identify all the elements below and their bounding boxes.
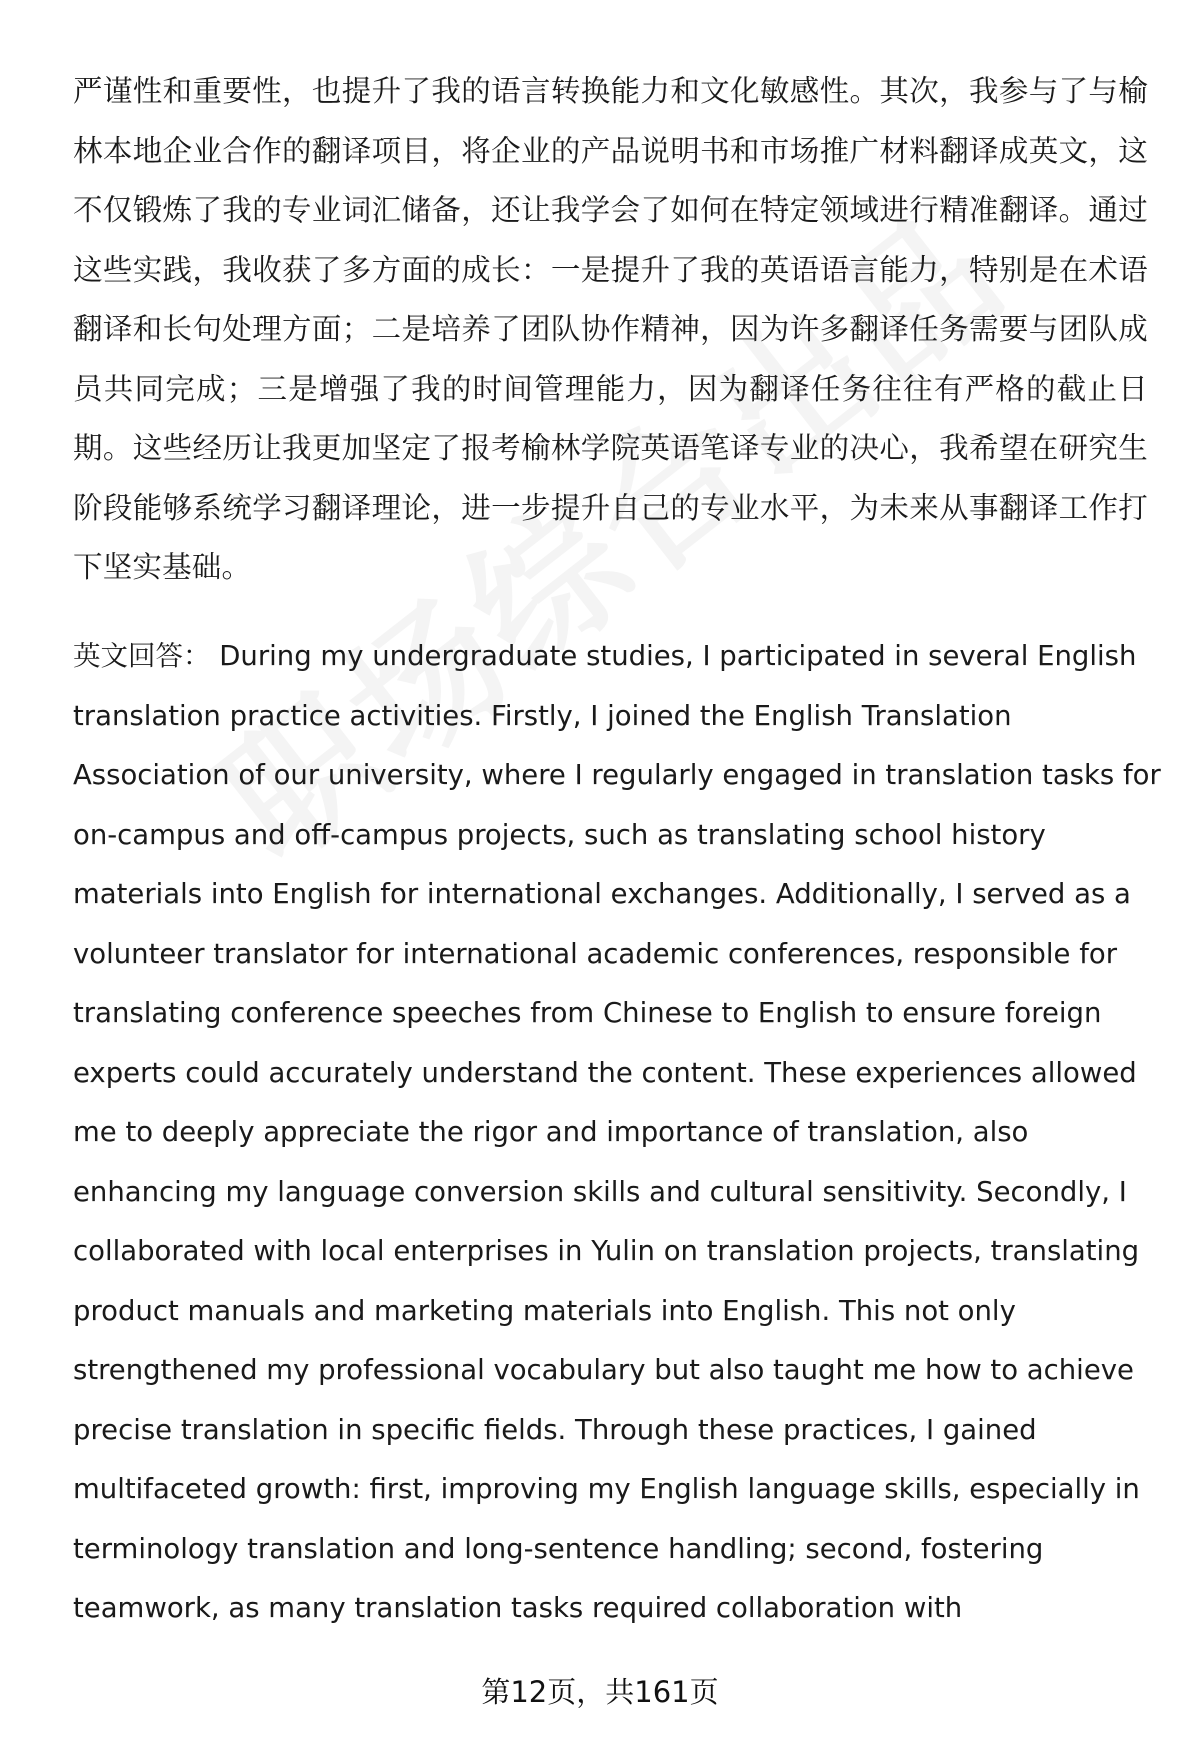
english-answer-label: 英文回答： — [73, 640, 211, 672]
chinese-answer-paragraph: 严谨性和重要性，也提升了我的语言转换能力和文化敏感性。其次，我参与了与榆林本地企业合作的翻译项目，将企业的产品说明书和市场推广材料翻译成英文，这不仅锻炼了我的专业词汇储备，还让我学会了如何在特定领域进行精准翻译。通过这些实践，我收获了多方面的成长：一是提升了我的英语语言能力，特别是在术语翻译和长句处理方面；二是培养了团队协作精神，因为许多翻译任务需要与团队成员共同完成；三是增强了我的时间管理能力，因为翻译任务往往有严格的截止日期。这些经历让我更加坚定了报考榆林学院英语笔译专业的决心，我希望在研究生阶段能够系统学习翻译理论，进一步提升自己的专业水平，为未来从事翻译工作打下坚实基础。 — [73, 74, 1148, 584]
english-answer-paragraph — [73, 627, 1163, 1639]
page-number: 第12页，共161页 — [481, 1675, 719, 1709]
english-answer-text: During my undergraduate studies, I participated in several English translation practice activities. Firstly, I joined the English Translation Association of our university, where I regularly engaged in translation tasks for on-campus and off-campus projects, such as translating school history materials into English for international exchanges. Additionally, I served as a volunteer translator for international academic conferences, responsible for translating conference speeches from Chinese to English to ensure foreign experts could accurately understand the content. These experiences allowed me to deeply appreciate the rigor and importance of translation, also enhancing my language conversion skills and cultural sensitivity. Secondly, I collaborated with local enterprises in Yulin on translation projects, translating product manuals and marketing materials into English. This not only strengthened my professional vocabulary but also taught me how to achieve precise translation in specific fields. Through these practices, I gained multifaceted growth: first, improving my English language skills, especially in terminology translation and long-sentence handling; second, fostering teamwork, as many translation tasks required collaboration with — [73, 640, 1161, 1624]
